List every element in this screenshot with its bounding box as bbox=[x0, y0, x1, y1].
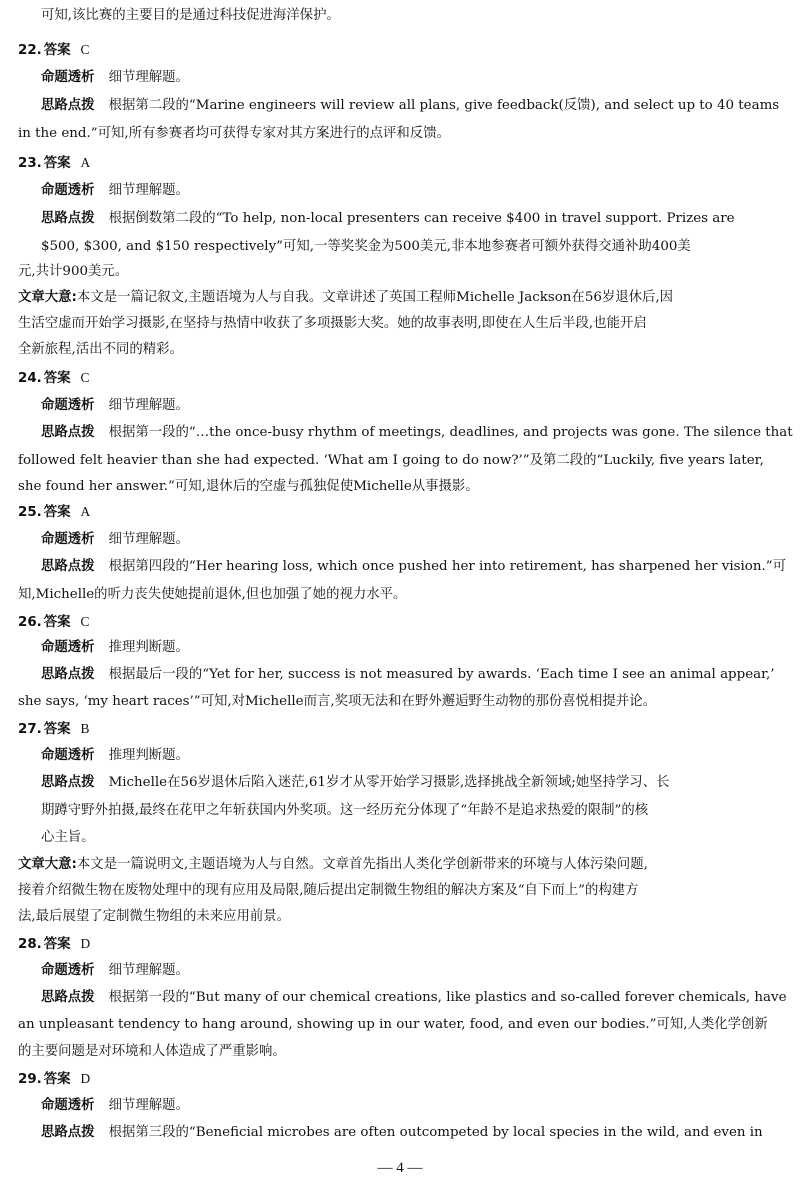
answer-value: D bbox=[80, 936, 91, 951]
analysis-text: 细节理解题。 bbox=[108, 1098, 189, 1113]
analysis-text: 细节理解题。 bbox=[108, 532, 189, 547]
question-number: 26. bbox=[18, 615, 42, 630]
text-line: 元,共计900美元。 bbox=[18, 264, 129, 279]
analysis-label: 命题透析 bbox=[41, 748, 95, 763]
analysis-text: 细节理解题。 bbox=[108, 70, 189, 85]
summary-row bbox=[18, 288, 673, 308]
hint-text: 根据第一段的“But many of our chemical creations, like plastics and so-called forever chemicals, have bbox=[108, 990, 787, 1005]
hint-text: 根据第三段的“Beneficial microbes are often outcompeted by local species in the wild, and even in bbox=[108, 1125, 763, 1140]
hint-row bbox=[41, 665, 775, 685]
analysis-label: 命题透析 bbox=[41, 1098, 95, 1113]
hint-text: 根据第二段的“Marine engineers will review all plans, give feedback(反馈), and select up to 40 teams bbox=[108, 98, 780, 113]
answer-label: 答案 bbox=[43, 505, 71, 520]
answer-value: A bbox=[80, 504, 91, 519]
hint-text: Michelle在56岁退休后陷入迷茫,61岁才从零开始学习摄影,选择挑战全新领域;她坚持学习、长 bbox=[108, 775, 670, 790]
hint-row bbox=[41, 988, 787, 1008]
analysis-text: 推理判断题。 bbox=[108, 748, 189, 763]
hint-label: 思路点拨 bbox=[41, 1125, 95, 1140]
text-line: 全新旅程,活出不同的精彩。 bbox=[18, 342, 183, 357]
page-number: — 4 — bbox=[377, 1160, 423, 1176]
text-line: followed felt heavier than she had expected. ‘What am I going to do now?’”及第二段的“Luckily, five years later, bbox=[18, 453, 764, 468]
text-line: 接着介绍微生物在废物处理中的现有应用及局限,随后提出定制微生物组的解决方案及“自下而上”的构建方 bbox=[18, 883, 639, 898]
hint-row bbox=[41, 1123, 763, 1143]
hint-label: 思路点拨 bbox=[41, 667, 95, 682]
analysis-label: 命题透析 bbox=[41, 532, 95, 547]
text-line: $500, $300, and $150 respectively”可知,一等奖奖金为500美元,非本地参赛者可额外获得交通补助400美 bbox=[41, 239, 691, 254]
hint-row bbox=[41, 96, 779, 116]
text-line: an unpleasant tendency to hang around, showing up in our water, food, and even our bodies.”可知,人类化学创新 bbox=[18, 1017, 768, 1032]
answer-value: C bbox=[80, 614, 90, 629]
analysis-row bbox=[41, 68, 189, 88]
question-answer-row bbox=[18, 368, 89, 389]
hint-row bbox=[41, 423, 793, 443]
answer-label: 答案 bbox=[43, 615, 71, 630]
answer-value: C bbox=[80, 370, 90, 385]
question-answer-row bbox=[18, 40, 89, 61]
text-line: 知,Michelle的听力丧失使她提前退休,但也加强了她的视力水平。 bbox=[18, 587, 407, 602]
answer-label: 答案 bbox=[43, 43, 71, 58]
answer-value: C bbox=[80, 42, 90, 57]
hint-text: 根据第一段的“…the once-busy rhythm of meetings, deadlines, and projects was gone. The silence that bbox=[108, 425, 793, 440]
hint-text: 根据最后一段的“Yet for her, success is not measured by awards. ‘Each time I see an animal appear,’ bbox=[108, 667, 775, 682]
answer-label: 答案 bbox=[43, 371, 71, 386]
summary-text: 本文是一篇记叙文,主题语境为人与自我。文章讲述了英国工程师Michelle Jackson在56岁退休后,因 bbox=[76, 290, 674, 305]
summary-text: 本文是一篇说明文,主题语境为人与自然。文章首先指出人类化学创新带来的环境与人体污染问题, bbox=[76, 857, 648, 872]
answer-value: D bbox=[80, 1071, 91, 1086]
text-line: 法,最后展望了定制微生物组的未来应用前景。 bbox=[18, 909, 291, 924]
hint-row bbox=[41, 209, 735, 229]
hint-row bbox=[41, 773, 669, 793]
analysis-label: 命题透析 bbox=[41, 70, 95, 85]
question-number: 28. bbox=[18, 937, 42, 952]
question-answer-row bbox=[18, 1069, 90, 1090]
text-line: 生活空虚而开始学习摄影,在坚持与热情中收获了多项摄影大奖。她的故事表明,即使在人生后半段,也能开启 bbox=[18, 316, 647, 331]
analysis-label: 命题透析 bbox=[41, 183, 95, 198]
text-line: she says, ‘my heart races’”可知,对Michelle而言,奖项无法和在野外邂逅野生动物的那份喜悦相提并论。 bbox=[18, 694, 656, 709]
question-answer-row bbox=[18, 934, 90, 955]
text-line: she found her answer.”可知,退休后的空虚与孤独促使Michelle从事摄影。 bbox=[18, 479, 479, 494]
question-answer-row bbox=[18, 719, 89, 740]
hint-label: 思路点拨 bbox=[41, 559, 95, 574]
summary-row bbox=[18, 855, 648, 875]
analysis-text: 推理判断题。 bbox=[108, 640, 189, 655]
hint-text: 根据倒数第二段的“To help, non-local presenters can receive $400 in travel support. Prizes are bbox=[108, 211, 735, 226]
text-line: 的主要问题是对环境和人体造成了严重影响。 bbox=[18, 1044, 286, 1059]
answer-label: 答案 bbox=[43, 156, 71, 171]
question-number: 29. bbox=[18, 1072, 42, 1087]
question-answer-row bbox=[18, 612, 89, 633]
question-number: 23. bbox=[18, 156, 42, 171]
summary-label: 文章大意: bbox=[18, 857, 77, 872]
analysis-row bbox=[41, 961, 189, 981]
text-line: 可知,该比赛的主要目的是通过科技促进海洋保护。 bbox=[41, 8, 340, 23]
question-number: 25. bbox=[18, 505, 42, 520]
analysis-row bbox=[41, 396, 189, 416]
hint-label: 思路点拨 bbox=[41, 990, 95, 1005]
answer-value: A bbox=[80, 155, 91, 170]
question-number: 27. bbox=[18, 722, 42, 737]
analysis-row bbox=[41, 181, 189, 201]
text-line: 心主旨。 bbox=[41, 830, 95, 845]
hint-row bbox=[41, 557, 786, 577]
question-number: 22. bbox=[18, 43, 42, 58]
analysis-row bbox=[41, 638, 189, 658]
analysis-row bbox=[41, 746, 189, 766]
question-answer-row bbox=[18, 502, 90, 523]
question-number: 24. bbox=[18, 371, 42, 386]
analysis-text: 细节理解题。 bbox=[108, 398, 189, 413]
hint-label: 思路点拨 bbox=[41, 98, 95, 113]
analysis-row bbox=[41, 530, 189, 550]
analysis-label: 命题透析 bbox=[41, 640, 95, 655]
summary-label: 文章大意: bbox=[18, 290, 77, 305]
answer-value: B bbox=[80, 721, 90, 736]
hint-label: 思路点拨 bbox=[41, 775, 95, 790]
analysis-label: 命题透析 bbox=[41, 963, 95, 978]
text-line: in the end.”可知,所有参赛者均可获得专家对其方案进行的点评和反馈。 bbox=[18, 126, 450, 141]
analysis-row bbox=[41, 1096, 189, 1116]
hint-label: 思路点拨 bbox=[41, 211, 95, 226]
analysis-text: 细节理解题。 bbox=[108, 183, 189, 198]
answer-label: 答案 bbox=[43, 937, 71, 952]
answer-label: 答案 bbox=[43, 1072, 71, 1087]
analysis-label: 命题透析 bbox=[41, 398, 95, 413]
answer-label: 答案 bbox=[43, 722, 71, 737]
question-answer-row bbox=[18, 153, 90, 174]
hint-label: 思路点拨 bbox=[41, 425, 95, 440]
text-line: 期蹲守野外拍摄,最终在花甲之年斩获国内外奖项。这一经历充分体现了“年龄不是追求热爱的限制”的核 bbox=[41, 803, 649, 818]
analysis-text: 细节理解题。 bbox=[108, 963, 189, 978]
hint-text: 根据第四段的“Her hearing loss, which once pushed her into retirement, has sharpened her vision.”可 bbox=[108, 559, 786, 574]
